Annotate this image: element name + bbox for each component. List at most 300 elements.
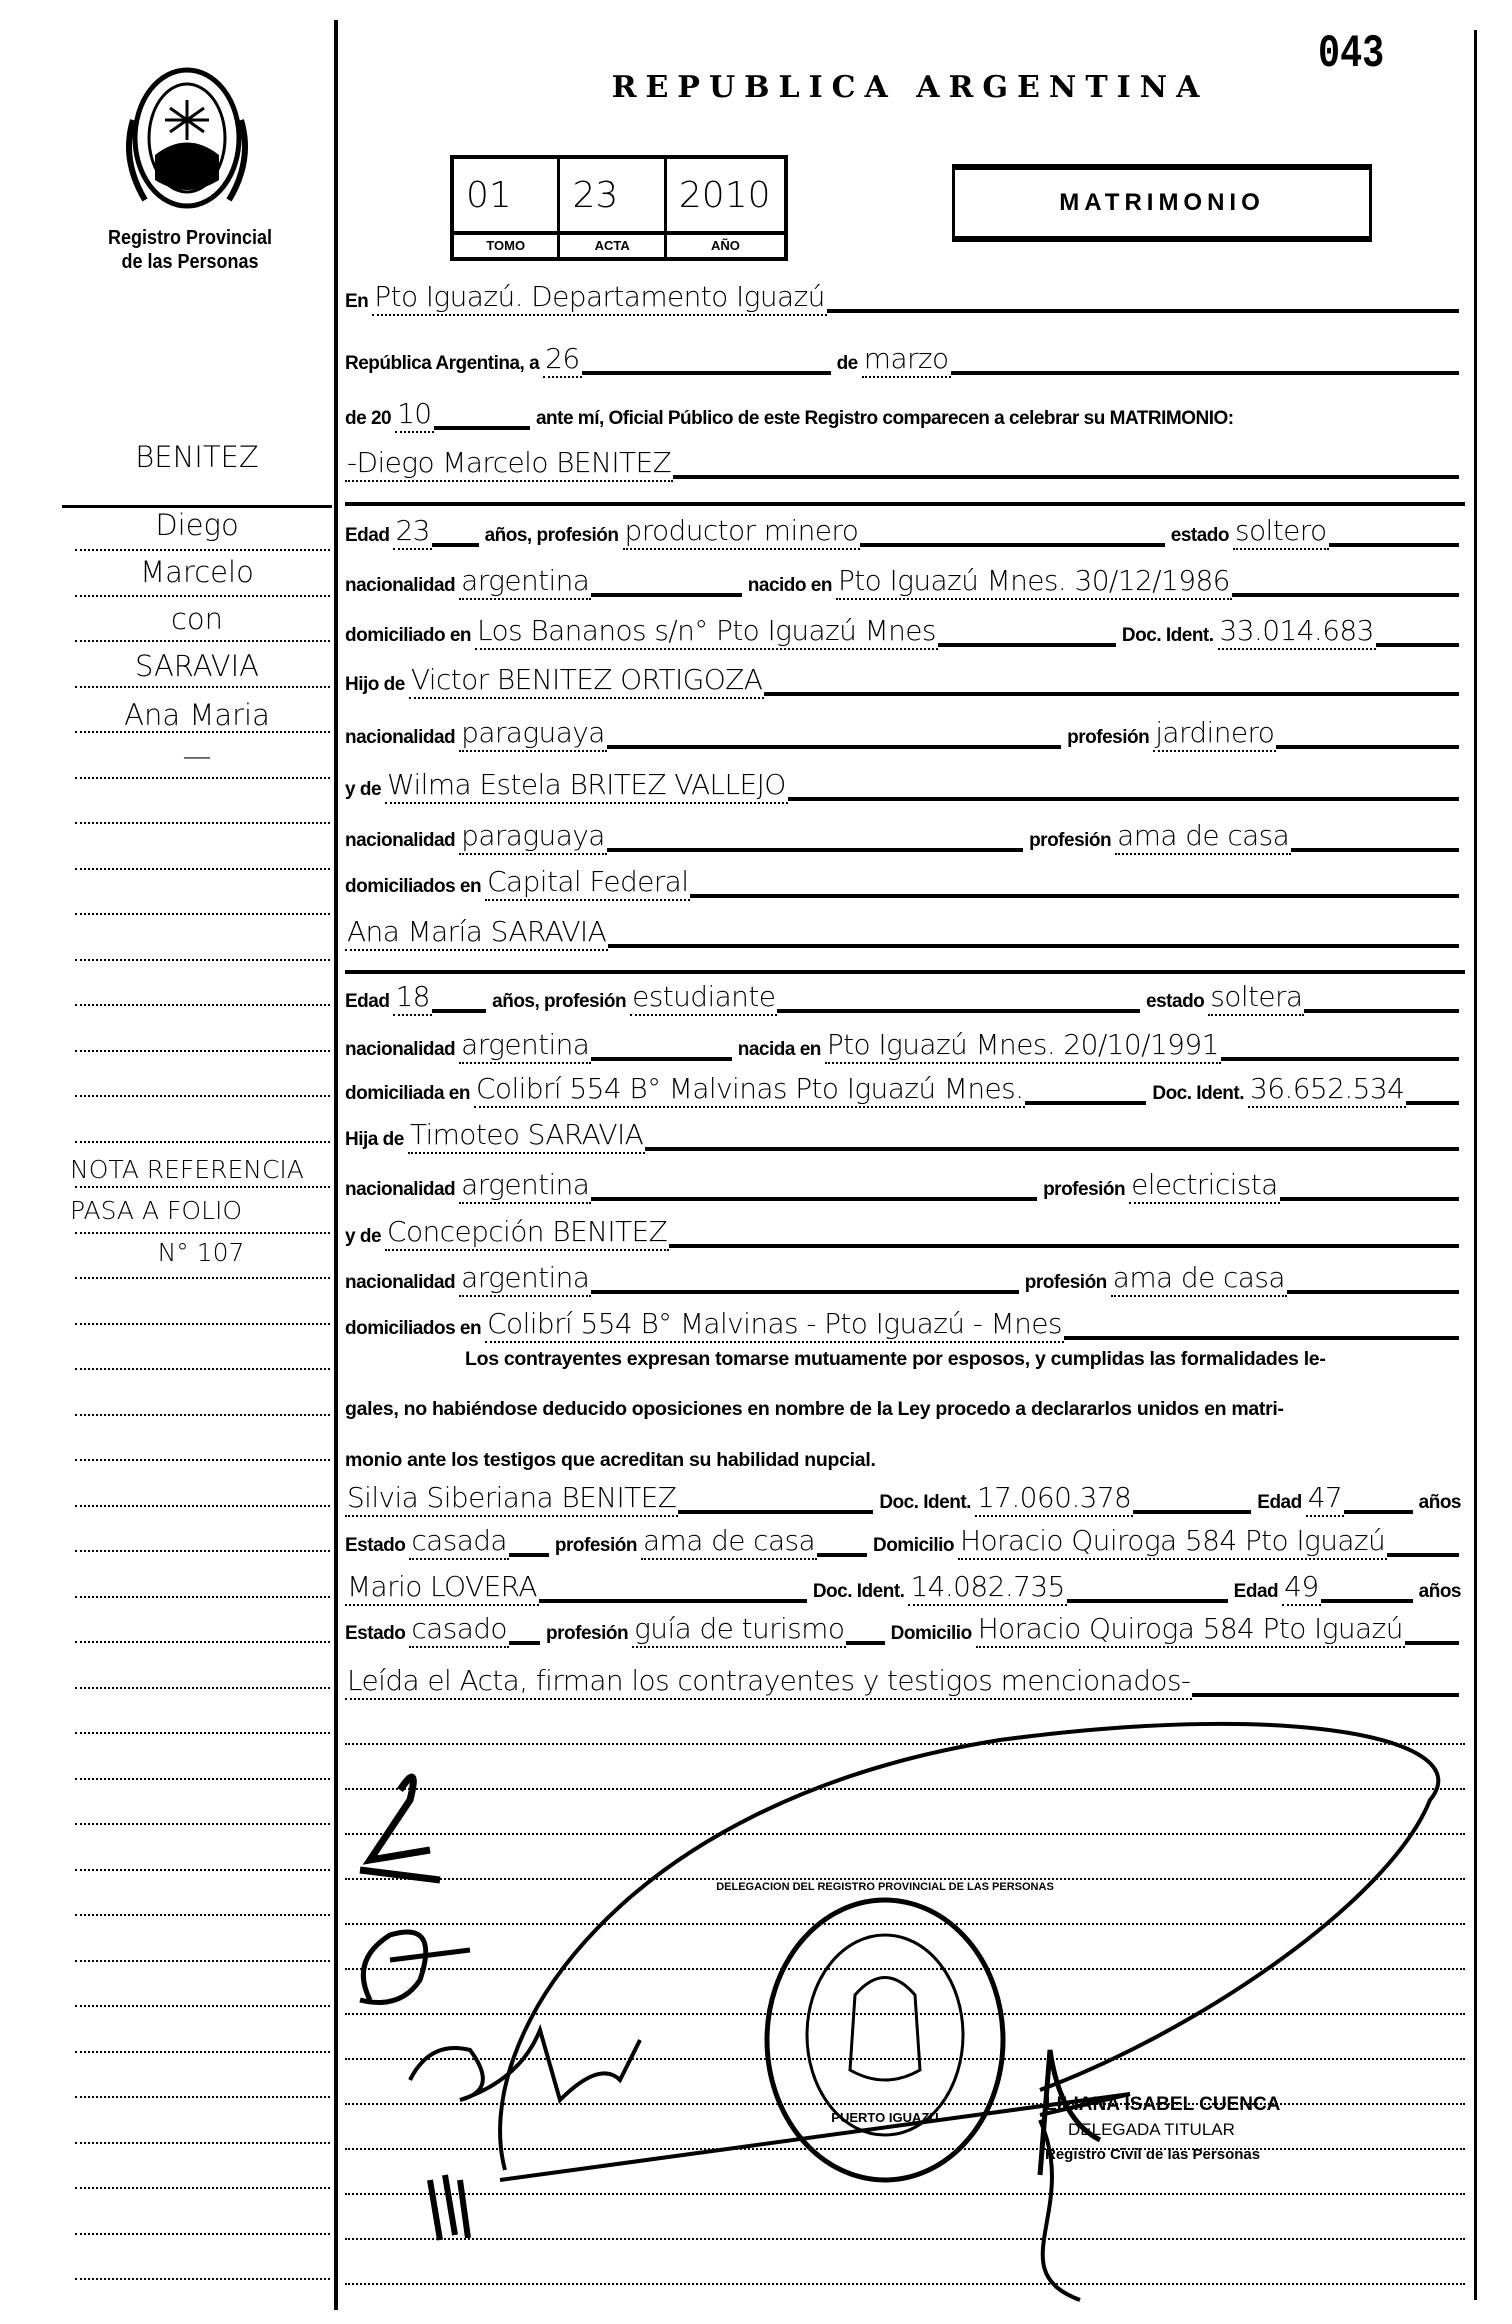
form-row xyxy=(345,332,1465,378)
blank-dotted-line xyxy=(345,1743,1465,1745)
form-field xyxy=(1029,819,1465,855)
field-fill-line xyxy=(607,848,1023,852)
margin-dotted-line xyxy=(75,1641,330,1643)
field-value[interactable]: marzo xyxy=(862,342,951,378)
field-fill-line xyxy=(860,543,1165,547)
form-row xyxy=(345,1297,1465,1343)
field-value[interactable]: ama de casa xyxy=(641,1524,817,1560)
right-border xyxy=(1474,30,1477,2300)
registry-name xyxy=(73,226,307,274)
margin-dotted-line xyxy=(75,2233,330,2235)
field-fill-line xyxy=(673,475,1459,479)
field-label: Edad xyxy=(345,991,390,1013)
field-value[interactable]: ama de casa xyxy=(1111,1261,1287,1297)
form-row xyxy=(345,436,1465,482)
margin-entry: Diego xyxy=(155,507,239,542)
margin-dotted-line xyxy=(75,1095,330,1097)
form-field xyxy=(873,1524,1465,1560)
blank-dotted-line xyxy=(345,2193,1465,2195)
field-fill-line xyxy=(591,1197,1037,1201)
form-row xyxy=(345,387,1465,433)
province-seal-logo xyxy=(115,60,260,215)
field-fill-line xyxy=(591,593,741,597)
field-value[interactable]: Horacio Quiroga 584 Pto Iguazú xyxy=(958,1524,1387,1560)
form-field xyxy=(1234,1570,1419,1606)
field-label: de 20 xyxy=(345,407,392,429)
field-label: de xyxy=(836,353,858,375)
form-field xyxy=(345,446,1465,482)
form-row xyxy=(345,1158,1465,1204)
form-field xyxy=(546,1612,891,1648)
field-label: nacionalidad xyxy=(345,726,456,748)
form-field xyxy=(345,1570,813,1606)
field-fill-line xyxy=(1221,1057,1459,1061)
form-row xyxy=(345,1018,1465,1064)
field-value[interactable]: electricista xyxy=(1129,1168,1280,1204)
field-value[interactable]: soltera xyxy=(1208,980,1304,1016)
field-fill-line xyxy=(1405,1641,1459,1645)
anio-value: 2010 xyxy=(678,174,771,216)
field-value[interactable]: Colibrí 554 B° Malvinas - Pto Iguazú - Mnes xyxy=(485,1307,1064,1343)
field-value[interactable]: argentina xyxy=(459,564,591,600)
margin-dotted-line xyxy=(75,1414,330,1416)
field-label: domiciliado en xyxy=(345,624,472,646)
stamp-portrait xyxy=(850,1978,920,2081)
form-row xyxy=(345,855,1465,901)
field-label: profesión xyxy=(546,1623,629,1645)
margin-dotted-line xyxy=(75,913,330,915)
form-row xyxy=(345,809,1465,855)
margin-dotted-line xyxy=(75,1323,330,1325)
field-label: nacionalidad xyxy=(345,1271,456,1293)
field-value[interactable]: 36.652.534 xyxy=(1248,1072,1406,1108)
field-label: nacida en xyxy=(737,1038,821,1060)
margin-dotted-line xyxy=(75,640,330,642)
margin-dotted-line xyxy=(75,686,330,688)
field-label: profesión xyxy=(1024,1271,1107,1293)
form-field xyxy=(345,915,1465,951)
margin-dotted-line xyxy=(75,731,330,733)
blank-dotted-line xyxy=(345,2058,1465,2060)
field-value[interactable]: casada xyxy=(409,1524,509,1560)
anio-label: AÑO xyxy=(667,231,784,257)
field-label: y de xyxy=(345,1226,382,1248)
field-fill-line xyxy=(1192,1693,1459,1697)
field-value[interactable]: 18 xyxy=(393,980,431,1016)
field-fill-line xyxy=(669,1244,1459,1248)
margin-dotted-line xyxy=(75,1186,330,1188)
blank-dotted-line xyxy=(345,1833,1465,1835)
field-value[interactable]: Horacio Quiroga 584 Pto Iguazú xyxy=(976,1612,1405,1648)
form-row xyxy=(345,1108,1465,1154)
margin-dotted-line xyxy=(75,1505,330,1507)
field-value[interactable]: argentina xyxy=(459,1028,591,1064)
field-fill-line xyxy=(432,543,479,547)
form-field xyxy=(345,1524,555,1560)
field-fill-line xyxy=(1025,1101,1146,1105)
field-fill-line xyxy=(608,944,1459,948)
margin-dotted-line xyxy=(75,2005,330,2007)
form-field xyxy=(345,1664,1465,1700)
field-fill-line xyxy=(591,1057,731,1061)
form-field xyxy=(1152,1072,1465,1108)
field-label: domiciliados en xyxy=(345,1317,482,1339)
margin-entry: SARAVIA xyxy=(135,649,259,684)
field-value[interactable]: casado xyxy=(409,1612,509,1648)
margin-entry: Ana Maria xyxy=(124,698,270,733)
field-label: años xyxy=(1418,1580,1462,1602)
field-label: Domicilio xyxy=(890,1623,972,1645)
field-value[interactable]: jardinero xyxy=(1153,716,1276,752)
field-fill-line xyxy=(1304,1009,1459,1013)
field-value[interactable]: Colibrí 554 B° Malvinas Pto Iguazú Mnes. xyxy=(474,1072,1025,1108)
field-label: profesión xyxy=(1067,726,1150,748)
field-value[interactable]: soltero xyxy=(1233,514,1329,550)
registry-line1: Registro Provincial xyxy=(107,227,273,249)
blank-dotted-line xyxy=(345,2013,1465,2015)
field-label: En xyxy=(345,291,369,313)
field-label: Hija de xyxy=(345,1128,404,1150)
margin-dotted-line xyxy=(75,2096,330,2098)
spouse-signature xyxy=(410,2030,640,2100)
form-field xyxy=(345,614,1122,650)
form-field xyxy=(345,514,485,550)
field-label: estado xyxy=(1170,524,1229,546)
form-row xyxy=(345,653,1465,699)
field-value[interactable]: Mario LOVERA xyxy=(345,1570,539,1606)
officer-role: DELEGADA TITULAR xyxy=(1068,2120,1235,2139)
margin-note: NOTA REFERENCIA xyxy=(70,1154,304,1184)
form-field xyxy=(345,980,492,1016)
field-label: Doc. Ident. xyxy=(1152,1082,1244,1104)
margin-dotted-line xyxy=(75,1368,330,1370)
acta-value: 23 xyxy=(560,159,666,231)
field-value[interactable]: estudiante xyxy=(630,980,777,1016)
field-label: nacido en xyxy=(747,574,832,596)
acta-label: ACTA xyxy=(560,231,666,257)
field-value[interactable]: argentina xyxy=(459,1261,591,1297)
margin-dotted-line xyxy=(75,1960,330,1962)
form-field xyxy=(345,1168,1043,1204)
margin-dotted-line xyxy=(75,868,330,870)
field-value[interactable]: 14.082.735 xyxy=(908,1570,1066,1606)
form-field xyxy=(1122,614,1465,650)
field-label: y de xyxy=(345,778,382,800)
form-row xyxy=(345,270,1465,316)
field-fill-line xyxy=(1064,1336,1459,1340)
form-field xyxy=(738,1028,1465,1064)
form-row xyxy=(345,905,1465,951)
field-fill-line xyxy=(607,745,1061,749)
form-field xyxy=(345,663,1465,699)
form-row xyxy=(345,504,1465,550)
field-label: nacionalidad xyxy=(345,1038,456,1060)
form-field xyxy=(345,280,1465,316)
form-field xyxy=(345,1118,1465,1154)
field-value[interactable]: Silvia Siberiana BENITEZ xyxy=(345,1481,678,1517)
margin-dotted-line xyxy=(75,1459,330,1461)
blank-dotted-line xyxy=(345,1788,1465,1790)
margin-dotted-line xyxy=(75,1232,330,1234)
field-fill-line xyxy=(582,371,831,375)
form-row xyxy=(345,554,1465,600)
witness-signature-1 xyxy=(360,1777,440,1880)
field-fill-line xyxy=(817,1553,867,1557)
blank-dotted-line xyxy=(345,1968,1465,1970)
margin-dotted-line xyxy=(75,1004,330,1006)
form-field xyxy=(1067,716,1465,752)
blank-dotted-line xyxy=(345,2238,1465,2240)
field-value[interactable]: 23 xyxy=(393,514,431,550)
field-value[interactable]: Los Bananos s/n° Pto Iguazú Mnes xyxy=(475,614,938,650)
form-field xyxy=(345,1307,1465,1343)
separator-line xyxy=(345,502,1465,506)
spouse-signature-2 xyxy=(430,2175,468,2240)
margin-dotted-line xyxy=(75,1914,330,1916)
field-fill-line xyxy=(827,309,1459,313)
field-label: nacionalidad xyxy=(345,1178,456,1200)
field-label: domiciliada en xyxy=(345,1082,470,1104)
margin-dotted-line xyxy=(75,959,330,961)
field-value[interactable]: Timoteo SARAVIA xyxy=(408,1118,645,1154)
margin-dotted-line xyxy=(75,549,330,551)
field-label: profesión xyxy=(554,1534,637,1556)
field-label: Domicilio xyxy=(872,1534,954,1556)
form-row xyxy=(345,1560,1465,1606)
form-field xyxy=(1257,1481,1418,1517)
field-value[interactable]: Capital Federal xyxy=(485,865,690,901)
field-label: años, profesión xyxy=(492,991,627,1013)
official-stamp xyxy=(767,1900,1003,2180)
margin-dotted-line xyxy=(75,2142,330,2144)
form-row xyxy=(345,1654,1465,1700)
blank-dotted-line xyxy=(345,2283,1465,2285)
field-label: profesión xyxy=(1043,1178,1126,1200)
field-fill-line xyxy=(1232,593,1459,597)
form-field xyxy=(555,1524,873,1560)
field-label: ante mí, Oficial Público de este Registro comparecen a celebrar su MATRIMONIO: xyxy=(535,407,1234,429)
field-value[interactable]: Wilma Estela BRITEZ VALLEJO xyxy=(385,768,788,804)
margin-entry: — xyxy=(182,739,212,774)
field-value[interactable]: Pto Iguazú Mnes. 30/12/1986 xyxy=(836,564,1232,600)
field-value[interactable]: 26 xyxy=(543,342,581,378)
margin-dotted-line xyxy=(75,777,330,779)
margin-dotted-line xyxy=(75,2187,330,2189)
form-field xyxy=(345,1261,1025,1297)
field-fill-line xyxy=(951,371,1459,375)
margin-dotted-line xyxy=(75,1050,330,1052)
form-row xyxy=(345,1205,1465,1251)
field-value[interactable]: argentina xyxy=(459,1168,591,1204)
field-label: Doc. Ident. xyxy=(879,1491,971,1513)
margin-dotted-line xyxy=(75,2051,330,2053)
field-fill-line xyxy=(764,692,1459,696)
field-fill-line xyxy=(1280,1197,1459,1201)
field-fill-line xyxy=(434,426,530,430)
document-type-box: MATRIMONIO xyxy=(952,164,1372,242)
form-row xyxy=(345,604,1465,650)
field-label: República Argentina, a xyxy=(345,353,540,375)
stamp-inner-text: PUERTO IGUAZU xyxy=(831,2110,939,2125)
field-value[interactable]: paraguaya xyxy=(459,819,607,855)
field-fill-line xyxy=(777,1009,1140,1013)
field-value[interactable]: productor minero xyxy=(623,514,861,550)
form-row xyxy=(345,1602,1465,1648)
blank-dotted-line xyxy=(345,2148,1465,2150)
form-field xyxy=(1025,1261,1465,1297)
declaration-line: Los contrayentes expresan tomarse mutuamente por esposos, y cumplidas las formalidades le- xyxy=(465,1348,1326,1371)
field-label: Hijo de xyxy=(345,673,405,695)
margin-dotted-line xyxy=(75,1141,330,1143)
form-field xyxy=(345,1612,546,1648)
field-fill-line xyxy=(1287,1290,1459,1294)
field-fill-line xyxy=(645,1147,1459,1151)
stamp-outer-text: DELEGACION DEL REGISTRO PROVINCIAL DE LAS PERSONAS xyxy=(716,1881,1054,1893)
country-title: REPUBLICA ARGENTINA xyxy=(611,70,1209,105)
field-fill-line xyxy=(690,894,1459,898)
tomo-label: TOMO xyxy=(454,231,560,257)
blank-dotted-line xyxy=(345,1923,1465,1925)
field-value[interactable]: ama de casa xyxy=(1115,819,1291,855)
form-row xyxy=(345,1251,1465,1297)
blank-dotted-line xyxy=(345,2103,1465,2105)
field-fill-line xyxy=(1387,1553,1459,1557)
form-field xyxy=(748,564,1465,600)
margin-note: PASA A FOLIO xyxy=(70,1196,243,1226)
field-value[interactable]: guía de turismo xyxy=(632,1612,846,1648)
margin-entry: Marcelo xyxy=(140,554,254,589)
field-fill-line xyxy=(509,1641,540,1645)
field-value[interactable]: 33.014.683 xyxy=(1218,614,1376,650)
tomo-value: 01 xyxy=(454,159,560,231)
form-field xyxy=(879,1481,1257,1517)
folio-number: 043 xyxy=(1318,28,1385,80)
margin-dotted-line xyxy=(75,1596,330,1598)
field-value[interactable]: Victor BENITEZ ORTIGOZA xyxy=(409,663,764,699)
form-field xyxy=(837,342,1465,378)
form-field xyxy=(1146,980,1465,1016)
form-row xyxy=(345,1471,1465,1517)
field-value[interactable]: Concepción BENITEZ xyxy=(385,1215,669,1251)
officer-signature-stroke xyxy=(500,2094,1130,2300)
field-fill-line xyxy=(509,1553,549,1557)
margin-dotted-line xyxy=(75,1687,330,1689)
field-label: Edad xyxy=(1257,1491,1302,1513)
margin-dotted-line xyxy=(75,1778,330,1780)
field-label: años xyxy=(1418,1491,1461,1513)
field-label: Estado xyxy=(345,1623,406,1645)
form-row xyxy=(345,758,1465,804)
field-fill-line xyxy=(591,1290,1018,1294)
field-label: Estado xyxy=(345,1534,406,1556)
officer-name: LILIANA ISABEL CUENCA xyxy=(1045,2094,1281,2115)
field-label: Edad xyxy=(1233,1580,1279,1602)
record-number-box xyxy=(450,155,788,261)
form-field xyxy=(345,819,1029,855)
margin-dotted-line xyxy=(75,1277,330,1279)
field-fill-line xyxy=(846,1641,884,1645)
seal-icon xyxy=(115,60,260,215)
separator-line xyxy=(345,970,1465,974)
form-field xyxy=(345,1215,1465,1251)
form-field xyxy=(1043,1168,1465,1204)
field-value[interactable]: paraguaya xyxy=(459,716,607,752)
form-field xyxy=(345,342,837,378)
margin-dotted-line xyxy=(75,1732,330,1734)
registry-line2: de las Personas xyxy=(121,251,259,273)
form-field xyxy=(345,716,1067,752)
form-field xyxy=(345,1481,879,1517)
field-label: nacionalidad xyxy=(345,830,456,852)
form-field xyxy=(891,1612,1465,1648)
field-value[interactable]: Pto Iguazú. Departamento Iguazú xyxy=(372,280,827,316)
margin-surname: BENITEZ xyxy=(135,439,259,474)
margin-dotted-line xyxy=(75,595,330,597)
form-field xyxy=(485,514,1171,550)
field-label: Edad xyxy=(345,524,390,546)
margin-entry: con xyxy=(170,602,224,637)
margin-dotted-line xyxy=(75,1823,330,1825)
field-label: estado xyxy=(1146,991,1205,1013)
field-value[interactable]: 47 xyxy=(1306,1481,1344,1517)
field-value[interactable]: Ana María SARAVIA xyxy=(345,915,608,951)
field-fill-line xyxy=(1376,643,1459,647)
margin-divider xyxy=(334,20,338,2310)
declaration-line: monio ante los testigos que acreditan su habilidad nupcial. xyxy=(345,1448,876,1471)
form-field xyxy=(345,1072,1152,1108)
field-label: Doc. Ident. xyxy=(812,1580,905,1602)
field-value[interactable]: Pto Iguazú Mnes. 20/10/1991 xyxy=(825,1028,1221,1064)
form-field xyxy=(1171,514,1465,550)
field-label: Doc. Ident. xyxy=(1121,624,1214,646)
form-row xyxy=(345,970,1465,1016)
form-field xyxy=(345,768,1465,804)
field-value[interactable]: -Diego Marcelo BENITEZ xyxy=(345,446,673,482)
margin-dotted-line xyxy=(75,822,330,824)
form-field xyxy=(345,564,748,600)
margin-note: N° 107 xyxy=(157,1237,245,1267)
field-value[interactable]: 49 xyxy=(1282,1570,1320,1606)
form-field xyxy=(345,397,536,433)
field-fill-line xyxy=(1276,745,1459,749)
margin-dotted-line xyxy=(75,1550,330,1552)
field-fill-line xyxy=(1406,1101,1459,1105)
field-label: profesión xyxy=(1029,830,1112,852)
field-fill-line xyxy=(938,643,1116,647)
field-fill-line xyxy=(1329,543,1459,547)
field-label: nacionalidad xyxy=(345,574,456,596)
form-field xyxy=(345,865,1465,901)
field-value[interactable]: 17.060.378 xyxy=(975,1481,1133,1517)
field-fill-line xyxy=(432,1009,486,1013)
field-fill-line xyxy=(1291,848,1459,852)
form-field xyxy=(345,1028,738,1064)
margin-dotted-line xyxy=(75,2278,330,2280)
form-row xyxy=(345,1062,1465,1108)
field-value[interactable]: Leída el Acta, firman los contrayentes y testigos mencionados- xyxy=(345,1664,1192,1700)
field-fill-line xyxy=(788,797,1459,801)
field-label: domiciliados en xyxy=(345,876,482,898)
form-field xyxy=(492,980,1146,1016)
form-row xyxy=(345,1514,1465,1560)
form-row xyxy=(345,706,1465,752)
field-label: años, profesión xyxy=(484,524,619,546)
declaration-line: gales, no habiéndose deducido oposiciones en nombre de la Ley procedo a declararlos unidos en matri- xyxy=(345,1398,1284,1421)
form-field xyxy=(536,408,1238,433)
margin-dotted-line xyxy=(75,1869,330,1871)
field-value[interactable]: 10 xyxy=(395,397,433,433)
officer-office: Registro Civil de las Personas xyxy=(1045,2146,1261,2163)
